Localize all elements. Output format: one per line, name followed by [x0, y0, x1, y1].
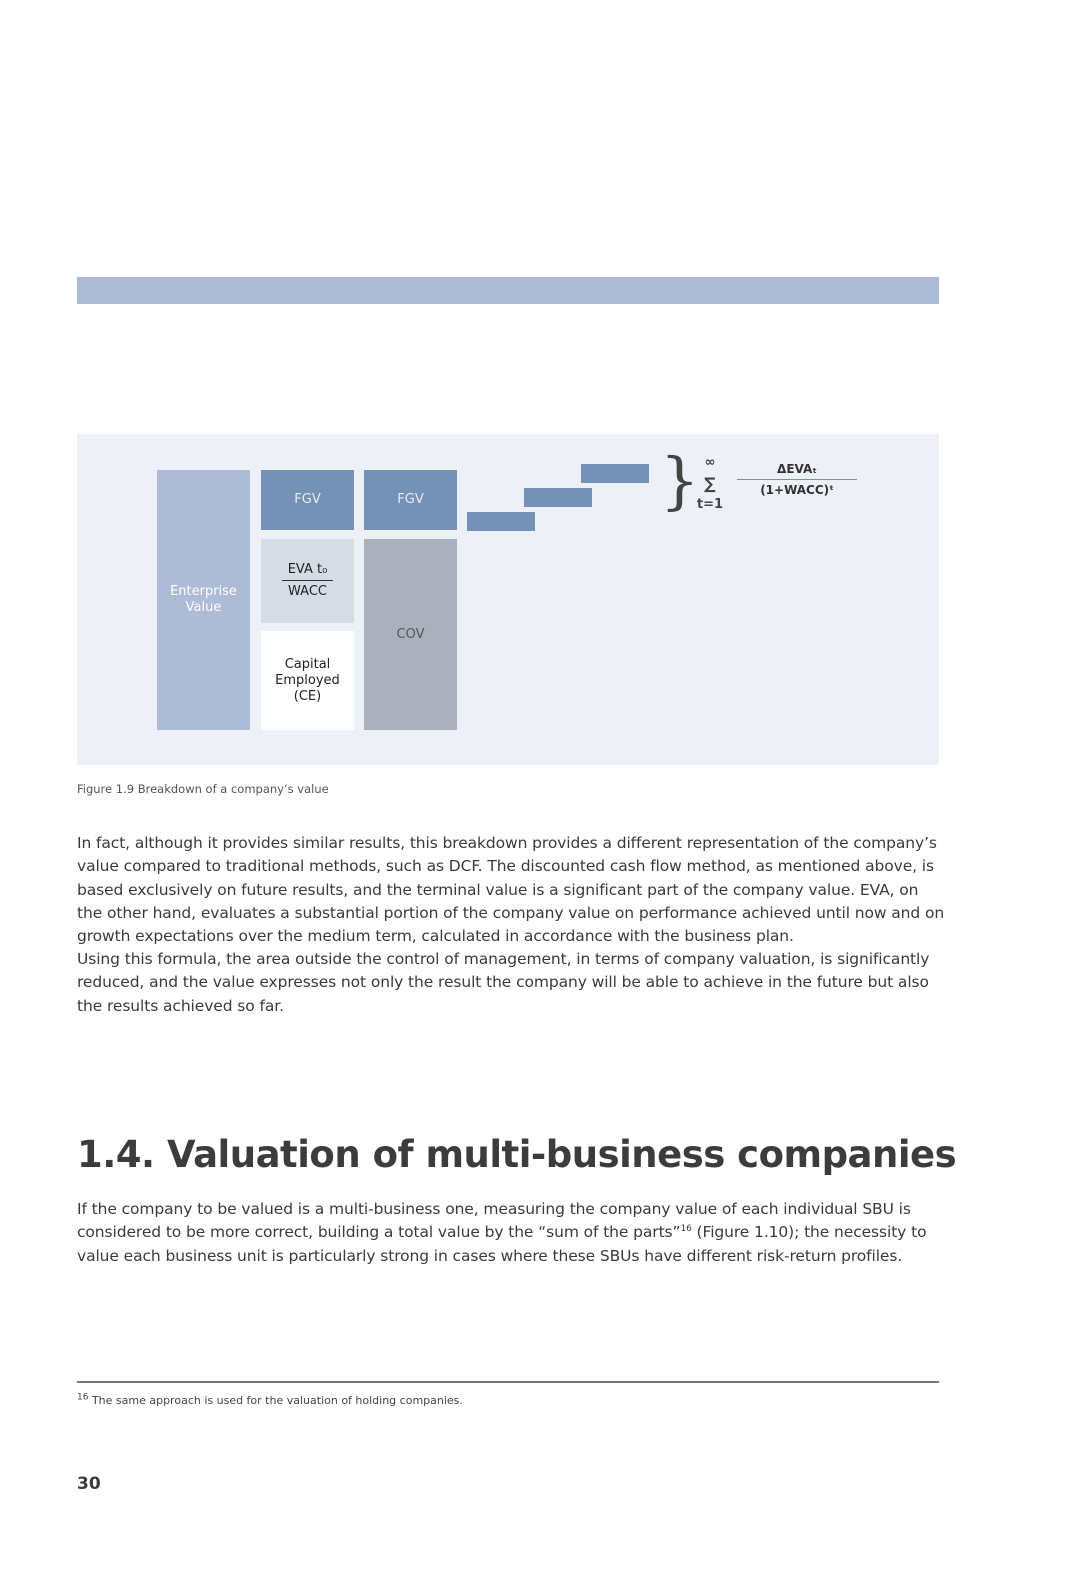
sum-upper-limit: ∞: [704, 455, 716, 470]
sigma-icon: ∑: [704, 474, 716, 493]
enterprise-value-label-line2: Value: [185, 600, 222, 615]
body-paragraph-1: In fact, although it provides similar results, this breakdown provides a different representation of the company’s value compared to traditional methods, such as DCF. The discounted cash flow method, as mentioned above, is based exclusively on future results, and the terminal value is a significant part of the company value. EVA, on the other hand, evaluates a substantial portion of the company value on performance achieved until now and on growth expectations over the medium term, calculated in accordance with the business plan.: [77, 834, 945, 946]
footnote-number: 16: [77, 1392, 89, 1403]
fgv-block-right: [364, 470, 457, 530]
capital-employed-block: [261, 631, 354, 730]
footnote: [77, 1394, 463, 1407]
page-number: 30: [77, 1474, 101, 1494]
body-paragraph-2: Using this formula, the area outside the control of management, in terms of company valuation, is significantly reduced, and the value expresses not only the result the company will be able to achieve in the future but also the results achieved so far.: [77, 950, 930, 1015]
footnote-reference[interactable]: 16: [680, 1224, 692, 1235]
fgv-label-left: FGV: [294, 492, 321, 507]
ce-label-line2: Employed: [275, 672, 340, 688]
header-band: [77, 277, 939, 304]
eva-numerator: EVA t₀: [282, 562, 334, 581]
paragraph-3-text-before: If the company to be valued is a multi-business one, measuring the company value of each individual SBU is considered to be more correct, building a total value by the “sum of the parts”: [77, 1200, 911, 1242]
step-bar-3: [581, 464, 649, 483]
right-brace-icon: }: [660, 444, 700, 517]
footnote-divider: [77, 1381, 939, 1383]
fgv-block-left: [261, 470, 354, 530]
section-heading: 1.4. Valuation of multi-business companies: [77, 1133, 957, 1176]
formula-denominator: (1+WACC)ᵗ: [760, 483, 834, 497]
cov-label: COV: [396, 626, 425, 642]
eva-denominator: WACC: [288, 584, 327, 599]
enterprise-value-block: [157, 470, 250, 730]
formula-numerator: ΔEVAₜ: [737, 462, 857, 480]
body-paragraph-3: [77, 1198, 947, 1268]
step-bar-1: [467, 512, 535, 531]
step-bar-2: [524, 488, 592, 507]
figure-caption: Figure 1.9 Breakdown of a company’s value: [77, 782, 329, 796]
cov-block: [364, 539, 457, 730]
ce-label-line1: Capital: [284, 656, 331, 672]
fgv-label-right: FGV: [397, 492, 424, 507]
summation: [693, 452, 727, 515]
ce-label-line3: (CE): [293, 688, 322, 704]
enterprise-value-label-line1: Enterprise: [170, 584, 237, 599]
paragraph-3-text-after: (Figure 1.10); the necessity to value each business unit is particularly strong in cases where these SBUs have different risk-return profiles.: [77, 1223, 927, 1265]
footnote-text: The same approach is used for the valuation of holding companies.: [88, 1394, 463, 1407]
formula-fraction: [737, 462, 857, 497]
eva-over-wacc-block: [261, 539, 354, 623]
sum-lower-limit: t=1: [696, 497, 724, 512]
